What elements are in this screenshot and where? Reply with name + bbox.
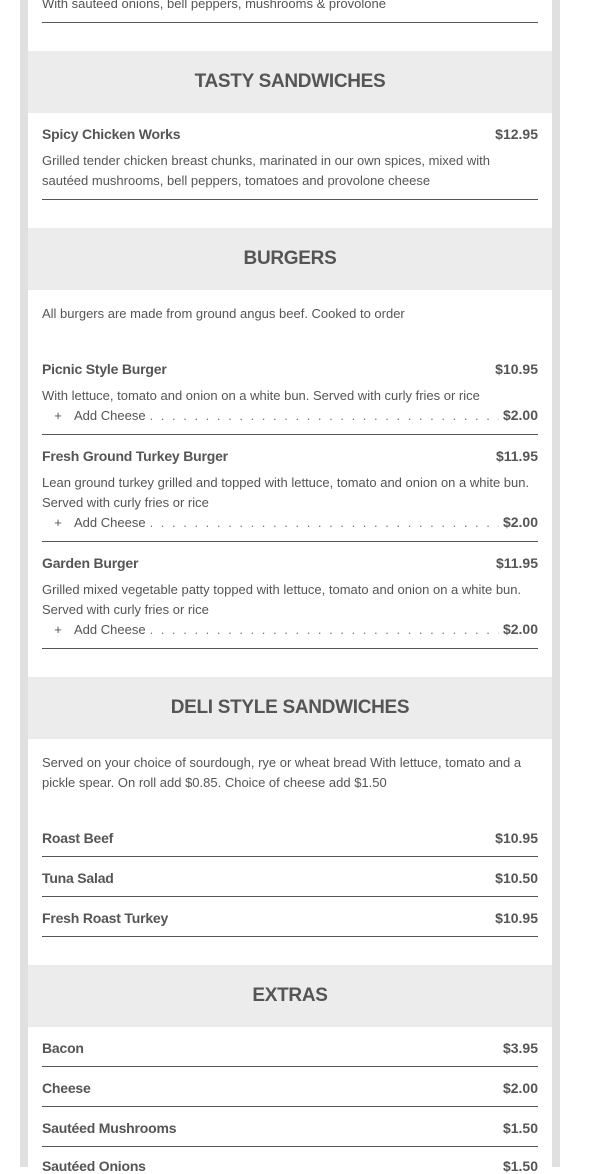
plus-icon: +	[54, 515, 62, 530]
menu-item-bacon[interactable]	[42, 1040, 538, 1056]
item-name: Cheese	[42, 1080, 91, 1096]
item-description: With lettuce, tomato and onion on a white bun. Served with curly fries or rice	[42, 388, 480, 403]
addon-price: $2.00	[502, 621, 538, 637]
section-title: EXTRAS	[252, 985, 328, 1006]
section-title: DELI STYLE SANDWICHES	[170, 697, 410, 718]
item-price: $10.95	[495, 910, 538, 926]
item-divider	[42, 22, 538, 23]
item-price: $2.00	[502, 1080, 538, 1096]
section-intro: Served on your choice of sourdough, rye or wheat bread With lettuce, tomato and a pickle spear. On roll add $0.85. Choice of cheese add $1.50	[42, 755, 522, 790]
section-header-burgers	[28, 228, 552, 290]
menu-item-garden-burger[interactable]	[42, 555, 538, 571]
section-header-extras	[28, 965, 552, 1027]
item-description: Grilled tender chicken breast chunks, marinated in our own spices, mixed with sautéed mushrooms, bell peppers, tomatoes and provolone cheese	[42, 153, 490, 188]
menu-item-fresh-ground-turkey-burger[interactable]	[42, 448, 538, 464]
item-divider	[42, 856, 538, 857]
dot-leader	[150, 515, 499, 530]
plus-icon: +	[54, 408, 62, 423]
menu-item-roast-beef[interactable]	[42, 830, 538, 846]
addon-add-cheese[interactable]	[42, 621, 538, 637]
item-price: $10.95	[495, 830, 538, 846]
menu-item-spicy-chicken-works[interactable]	[42, 126, 538, 142]
item-divider	[42, 896, 538, 897]
item-name: Sautéed Mushrooms	[42, 1120, 177, 1136]
item-name: Picnic Style Burger	[42, 361, 167, 377]
section-header-tasty-sandwiches	[28, 51, 552, 113]
menu-item-fresh-roast-turkey[interactable]	[42, 910, 538, 926]
item-name: Spicy Chicken Works	[42, 126, 181, 142]
menu-item-sauteed-onions[interactable]	[42, 1158, 538, 1174]
menu-item-sauteed-mushrooms[interactable]	[42, 1120, 538, 1136]
item-divider	[42, 648, 538, 649]
addon-label: Add Cheese	[74, 515, 146, 530]
item-name: Sautéed Onions	[42, 1158, 146, 1174]
addon-label: Add Cheese	[74, 408, 146, 423]
addon-label: Add Cheese	[74, 622, 146, 637]
item-divider	[42, 434, 538, 435]
section-title: BURGERS	[243, 248, 337, 269]
item-divider	[42, 541, 538, 542]
item-divider	[42, 1106, 538, 1107]
addon-add-cheese[interactable]	[42, 407, 538, 423]
item-price: $12.95	[495, 126, 538, 142]
item-price: $10.95	[495, 361, 538, 377]
item-price: $1.50	[502, 1158, 538, 1174]
section-header-deli-style-sandwiches	[28, 677, 552, 739]
item-name: Bacon	[42, 1040, 84, 1056]
item-name: Fresh Ground Turkey Burger	[42, 448, 228, 464]
item-name: Tuna Salad	[42, 870, 114, 886]
item-divider	[42, 936, 538, 937]
dot-leader	[150, 622, 499, 637]
menu-item-picnic-style-burger[interactable]	[42, 361, 538, 377]
item-price: $3.95	[502, 1040, 538, 1056]
menu-item-cheese[interactable]	[42, 1080, 538, 1096]
addon-price: $2.00	[502, 514, 538, 530]
item-divider	[42, 1146, 538, 1147]
menu-item-tuna-salad[interactable]	[42, 870, 538, 886]
section-intro: All burgers are made from ground angus beef. Cooked to order	[42, 306, 405, 321]
previous-item-description: With sauteed onions, bell peppers, mushrooms & provolone	[42, 0, 386, 11]
item-name: Garden Burger	[42, 555, 139, 571]
plus-icon: +	[54, 622, 62, 637]
addon-add-cheese[interactable]	[42, 514, 538, 530]
item-price: $10.50	[495, 870, 538, 886]
section-title: TASTY SANDWICHES	[194, 71, 386, 92]
item-price: $11.95	[495, 448, 538, 464]
item-name: Roast Beef	[42, 830, 114, 846]
item-description: Lean ground turkey grilled and topped with lettuce, tomato and onion on a white bun. Served with curly fries or rice	[42, 475, 530, 510]
addon-price: $2.00	[502, 407, 538, 423]
item-divider	[42, 199, 538, 200]
item-description: Grilled mixed vegetable patty topped with lettuce, tomato and onion on a white bun. Served with curly fries or rice	[42, 582, 522, 617]
item-divider	[42, 1066, 538, 1067]
dot-leader	[150, 408, 499, 423]
item-price: $11.95	[495, 555, 538, 571]
item-price: $1.50	[502, 1120, 538, 1136]
item-name: Fresh Roast Turkey	[42, 910, 169, 926]
